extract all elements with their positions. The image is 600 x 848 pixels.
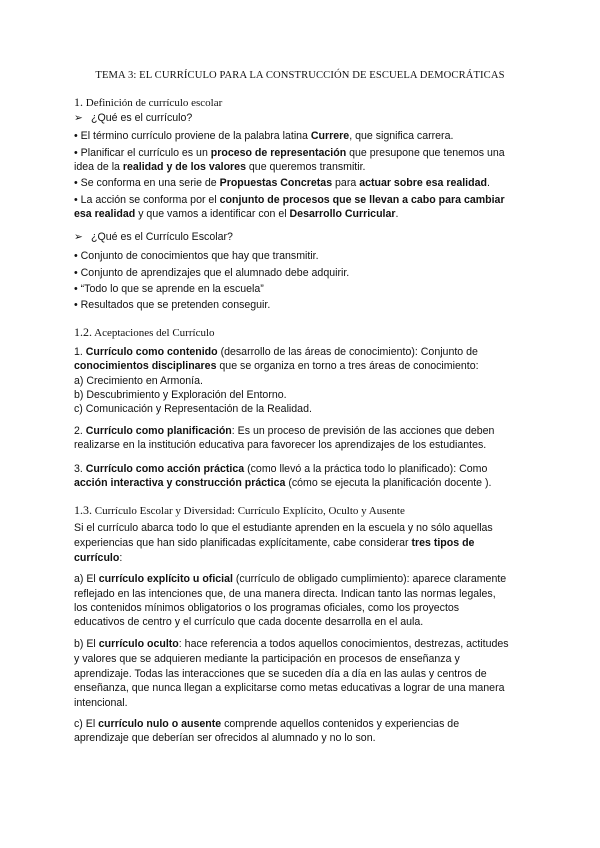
acceptation-line-bold-text: acción interactiva y construcción práctica <box>74 477 286 489</box>
curriculum-type-line-line <box>74 587 534 601</box>
definition-item-text: para <box>332 177 360 189</box>
acceptation-line-bold-text: Currículo como contenido <box>85 346 218 358</box>
curriculum-type-line-line <box>74 681 534 695</box>
curriculum-type-line-text: los contenidos mínimos obligatorios o los programas oficiales, como los proyectos <box>74 602 460 614</box>
definition-item-line <box>74 207 534 221</box>
curriculum-type-line-text: : hace referencia a todos aquellos conocimientos, destrezas, actitudes <box>178 638 509 650</box>
definition-item-text: • La acción se conforma por el <box>74 194 220 206</box>
document-title: TEMA 3: EL CURRÍCULO PARA LA CONSTRUCCIÓN DE ESCUELA DEMOCRÁTICAS <box>95 70 505 81</box>
curriculum-type-line-text: b) El <box>74 638 99 650</box>
curriculum-type-line-bold-text: tres tipos de <box>411 537 475 549</box>
definition-item-line <box>74 176 534 190</box>
definition-item-line <box>74 160 534 174</box>
definition-item-text: • Se conforma en una serie de <box>74 177 220 189</box>
curriculum-type-line-line <box>74 717 534 731</box>
acceptation-line-bold-text: conocimientos disciplinares <box>74 360 217 372</box>
definition-item-line <box>74 146 534 160</box>
school-curriculum-item-line <box>74 298 534 312</box>
section-1-number: 1. <box>74 95 83 109</box>
curriculum-type-line-text: educativos de centro y el currículo que cada docente desarrolla en el aula. <box>74 616 424 628</box>
definition-item-text: • El término currículo proviene de la palabra latina <box>74 130 311 142</box>
definition-item-bold-text: conjunto de procesos que se llevan a cabo para cambiar <box>219 194 505 206</box>
question-1 <box>74 111 534 125</box>
arrow-bullet-icon: ➢ <box>74 231 83 243</box>
curriculum-type-line-text: c) El <box>74 718 99 730</box>
acceptation-line-line <box>74 345 534 359</box>
acceptation-line-text: 2. <box>74 425 86 437</box>
acceptation-line-text: realizarse en la institución educativa para favorecer los aprendizajes de los estudiantes. <box>74 439 487 451</box>
curriculum-type-line-line <box>74 572 534 586</box>
curriculum-type-line-line <box>74 615 534 629</box>
definition-item-text: y que vamos a identificar con el <box>135 208 290 220</box>
acceptation-line-text: a) Crecimiento en Armonía. <box>74 375 203 387</box>
section-2-number: 1.2. <box>74 325 92 339</box>
definition-item-text: . <box>395 208 399 220</box>
curriculum-type-line-line <box>74 601 534 615</box>
section-3-number: 1.3. <box>74 503 92 517</box>
school-curriculum-item-text: • “Todo lo que se aprende en la escuela” <box>74 283 264 295</box>
definition-item-bold-text: Desarrollo Curricular <box>289 208 396 220</box>
school-curriculum-item-text: • Conjunto de aprendizajes que el alumnado debe adquirir. <box>74 267 350 279</box>
definition-item-bold-text: realidad y de los valores <box>122 161 246 173</box>
definition-item-text: que presupone que tenemos una <box>346 147 505 159</box>
definition-item-text: que queremos transmitir. <box>245 161 366 173</box>
school-curriculum-item-text: • Conjunto de conocimientos que hay que transmitir. <box>74 250 319 262</box>
acceptation-line-text: (cómo se ejecuta la planificación docente ). <box>285 477 492 489</box>
acceptation-line-text: (desarrollo de las áreas de conocimiento): Conjunto de <box>217 346 478 358</box>
school-curriculum-item-line <box>74 282 534 296</box>
curriculum-type-line-line <box>74 652 534 666</box>
curriculum-type-line-line <box>74 521 534 535</box>
definition-item-text: idea de la <box>74 161 123 173</box>
curriculum-type-line-text: (currículo de obligado cumplimiento): aparece claramente <box>232 573 507 585</box>
arrow-bullet-icon: ➢ <box>74 112 83 124</box>
school-curriculum-item-line <box>74 249 534 263</box>
curriculum-type-line-text: aprendizaje que deberían ser ofrecidos al alumnado y no lo son. <box>74 732 376 744</box>
acceptation-line-text: 1. <box>74 346 86 358</box>
section-3-title: Currículo Escolar y Diversidad: Currículo Explícito, Oculto y Ausente <box>94 505 405 517</box>
definition-item-bold-text: Currere <box>310 130 350 142</box>
section-1-title: Definición de currículo escolar <box>85 97 223 109</box>
curriculum-type-line-text: intencional. <box>74 697 128 709</box>
curriculum-type-line-text: : <box>119 552 123 564</box>
definition-item-line <box>74 193 534 207</box>
acceptation-line-line <box>74 476 534 490</box>
curriculum-type-line-line <box>74 731 534 745</box>
curriculum-type-line-text: enseñanza, que nunca llegan a explicitarse como metas educativas a lograr de una manera <box>74 682 505 694</box>
acceptation-line-text: 3. <box>74 463 86 475</box>
curriculum-type-line-line <box>74 551 534 565</box>
acceptation-line-bold-text: Currículo como acción práctica <box>85 463 245 475</box>
acceptation-line-line <box>74 438 534 452</box>
curriculum-type-line-line <box>74 696 534 710</box>
curriculum-type-line-text: Si el currículo abarca todo lo que el estudiante aprenden en la escuela y no sólo aquellas <box>74 522 493 534</box>
curriculum-type-line-text: y valores que se adquieren mediante la participación en procesos de enseñanza y <box>74 653 460 665</box>
curriculum-type-line-text: comprende aquellos contenidos y experiencias de <box>221 718 460 730</box>
acceptation-line-text: c) Comunicación y Representación de la Realidad. <box>74 403 312 415</box>
curriculum-type-line-bold-text: currículo nulo o ausente <box>98 718 222 730</box>
acceptation-line-line <box>74 359 534 373</box>
curriculum-type-line-text: aprendizaje. Todas las interacciones que se suceden día a día en las aulas y centros de <box>74 668 487 680</box>
acceptation-line-line <box>74 424 534 438</box>
definition-item-bold-text: Propuestas Concretas <box>219 177 333 189</box>
definition-item-bold-text: actuar sobre esa realidad <box>359 177 487 189</box>
section-3-heading <box>74 503 405 518</box>
curriculum-type-line-bold-text: currículo explícito u oficial <box>98 573 233 585</box>
definition-item-text: • Planificar el currículo es un <box>74 147 211 159</box>
acceptation-line-line <box>74 402 534 416</box>
school-curriculum-item-line <box>74 266 534 280</box>
definition-item-bold-text: esa realidad <box>74 208 136 220</box>
question-2-text: ¿Qué es el Currículo Escolar? <box>91 231 233 243</box>
question-1-text: ¿Qué es el currículo? <box>91 112 193 124</box>
section-1-heading <box>74 95 222 110</box>
curriculum-type-line-bold-text: currículo oculto <box>98 638 179 650</box>
definition-item-bold-text: proceso de representación <box>210 147 347 159</box>
curriculum-type-line-bold-text: currículo <box>74 552 120 564</box>
section-2-heading <box>74 325 215 340</box>
acceptation-line-bold-text: Currículo como planificación <box>85 425 232 437</box>
acceptation-line-text: : Es un proceso de previsión de las acciones que deben <box>231 425 495 437</box>
school-curriculum-item-text: • Resultados que se pretenden conseguir. <box>74 299 271 311</box>
curriculum-type-line-text: experiencias que han sido planificadas explícitamente, cabe considerar <box>74 537 412 549</box>
section-2-title: Aceptaciones del Currículo <box>94 327 215 339</box>
question-2 <box>74 230 534 244</box>
curriculum-type-line-line <box>74 536 534 550</box>
curriculum-type-line-text: reflejado en las intenciones que, de una manera directa. Indican tanto las normas legales, <box>74 588 496 600</box>
acceptation-line-line <box>74 388 534 402</box>
acceptation-line-line <box>74 374 534 388</box>
acceptation-line-text: (como llevó a la práctica todo lo planificado): Como <box>244 463 488 475</box>
acceptation-line-text: que se organiza en torno a tres áreas de conocimiento: <box>216 360 479 372</box>
definition-item-line <box>74 129 534 143</box>
curriculum-type-line-line <box>74 667 534 681</box>
acceptation-line-text: b) Descubrimiento y Exploración del Entorno. <box>74 389 287 401</box>
definition-item-text: , que significa carrera. <box>349 130 454 142</box>
curriculum-type-line-text: a) El <box>74 573 99 585</box>
definition-item-text: . <box>486 177 490 189</box>
acceptation-line-line <box>74 462 534 476</box>
curriculum-type-line-line <box>74 637 534 651</box>
